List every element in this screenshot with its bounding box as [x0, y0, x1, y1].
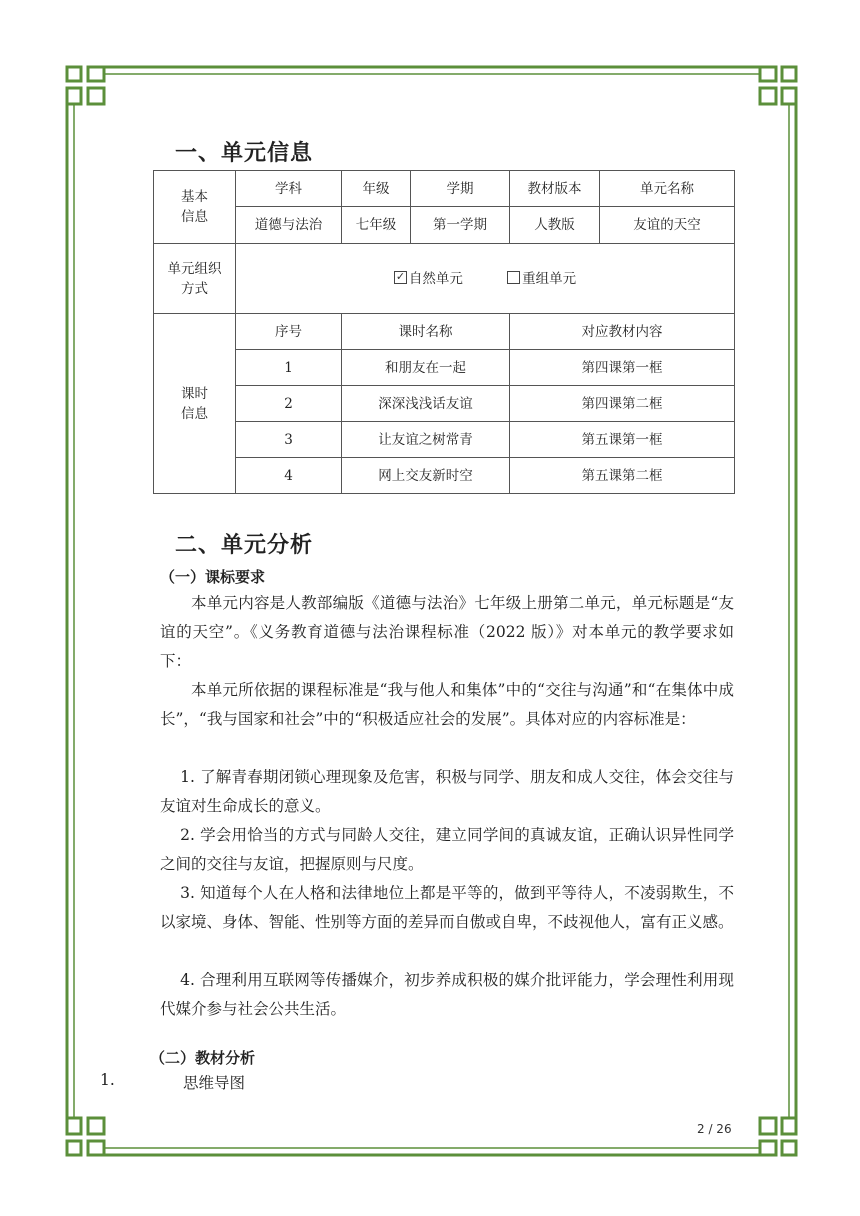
subsection-title-curriculum: （一）课标要求 — [160, 568, 266, 586]
paragraph-intro: 本单元内容是人教部编版《道德与法治》七年级上册第二单元，单元标题是“友谊的天空”。《义务教育道德与法治课程标准（2022 版）》对本单元的教学要求如下： — [160, 594, 734, 670]
org-method-label-line1: 单元组织 — [167, 260, 222, 277]
org-method-label — [154, 244, 236, 314]
basic-info-label-line1: 基本 — [181, 189, 208, 205]
natural-unit-label: 自然单元 — [408, 270, 463, 287]
lesson-content: 第四课第一框 — [510, 350, 735, 386]
lesson-content: 第四课第二框 — [510, 386, 735, 422]
lesson-header-name: 课时名称 — [342, 314, 510, 350]
header-subject: 学科 — [236, 171, 342, 207]
reorganized-unit-option[interactable] — [507, 271, 576, 287]
list-item: 4. 合理利用互联网等传播媒介，初步养成积极的媒介批评能力，学会理性利用现代媒介参与社会公共生活。 — [160, 971, 734, 1018]
table-row — [154, 350, 735, 386]
header-unit-name: 单元名称 — [600, 171, 735, 207]
lesson-info-label-line1: 课时 — [181, 385, 208, 402]
list-number: 1. — [100, 1071, 115, 1089]
section-title-unit-info: 一、单元信息 — [175, 141, 314, 166]
header-edition: 教材版本 — [510, 171, 600, 207]
header-grade: 年级 — [342, 171, 411, 207]
lesson-content: 第五课第一框 — [510, 422, 735, 458]
value-grade: 七年级 — [342, 207, 411, 244]
lesson-no: 2 — [236, 386, 342, 422]
natural-unit-option[interactable] — [394, 271, 463, 287]
lesson-name: 深深浅浅话友谊 — [342, 386, 510, 422]
page-number: 2 / 26 — [697, 1122, 732, 1136]
value-subject: 道德与法治 — [236, 207, 342, 244]
reorganized-unit-label: 重组单元 — [522, 270, 577, 287]
lesson-name: 网上交友新时空 — [342, 458, 510, 494]
mind-map-label: 思维导图 — [183, 1074, 246, 1092]
table-row — [154, 386, 735, 422]
lesson-name: 让友谊之树常青 — [342, 422, 510, 458]
lesson-header-no: 序号 — [236, 314, 342, 350]
table-row — [154, 422, 735, 458]
subsection-title-textbook: （二）教材分析 — [150, 1049, 256, 1067]
value-term: 第一学期 — [411, 207, 510, 244]
value-unit-name: 友谊的天空 — [600, 207, 735, 244]
unchecked-checkbox-icon[interactable] — [507, 271, 520, 284]
basic-info-label-line2: 信息 — [181, 209, 208, 225]
checked-checkbox-icon[interactable] — [394, 271, 407, 284]
org-method-label-line2: 方式 — [181, 280, 208, 297]
header-term: 学期 — [411, 171, 510, 207]
value-edition: 人教版 — [510, 207, 600, 244]
lesson-content: 第五课第二框 — [510, 458, 735, 494]
lesson-header-content: 对应教材内容 — [510, 314, 735, 350]
paragraph-standard: 本单元所依据的课程标准是“我与他人和集体”中的“交往与沟通”和“在集体中成长”，“我与国家和社会”中的“积极适应社会的发展”。具体对应的内容标准是： — [160, 681, 734, 728]
lesson-no: 3 — [236, 422, 342, 458]
org-method-options — [236, 244, 735, 314]
unit-info-table — [153, 170, 735, 494]
lesson-name: 和朋友在一起 — [342, 350, 510, 386]
basic-info-label — [154, 171, 236, 244]
lesson-info-label — [154, 314, 236, 494]
table-row — [154, 458, 735, 494]
lesson-no: 1 — [236, 350, 342, 386]
section-title-unit-analysis: 二、单元分析 — [175, 533, 314, 558]
lesson-no: 4 — [236, 458, 342, 494]
list-item: 1. 了解青春期闭锁心理现象及危害，积极与同学、朋友和成人交往，体会交往与友谊对生命成长的意义。 — [160, 768, 734, 815]
list-item: 3. 知道每个人在人格和法律地位上都是平等的，做到平等待人，不凌弱欺生，不以家境、身体、智能、性别等方面的差异而自傲或自卑，不歧视他人，富有正义感。 — [160, 884, 734, 931]
lesson-info-label-line2: 信息 — [181, 405, 208, 422]
list-item: 2. 学会用恰当的方式与同龄人交往，建立同学间的真诚友谊，正确认识异性同学之间的交往与友谊，把握原则与尺度。 — [160, 826, 734, 873]
